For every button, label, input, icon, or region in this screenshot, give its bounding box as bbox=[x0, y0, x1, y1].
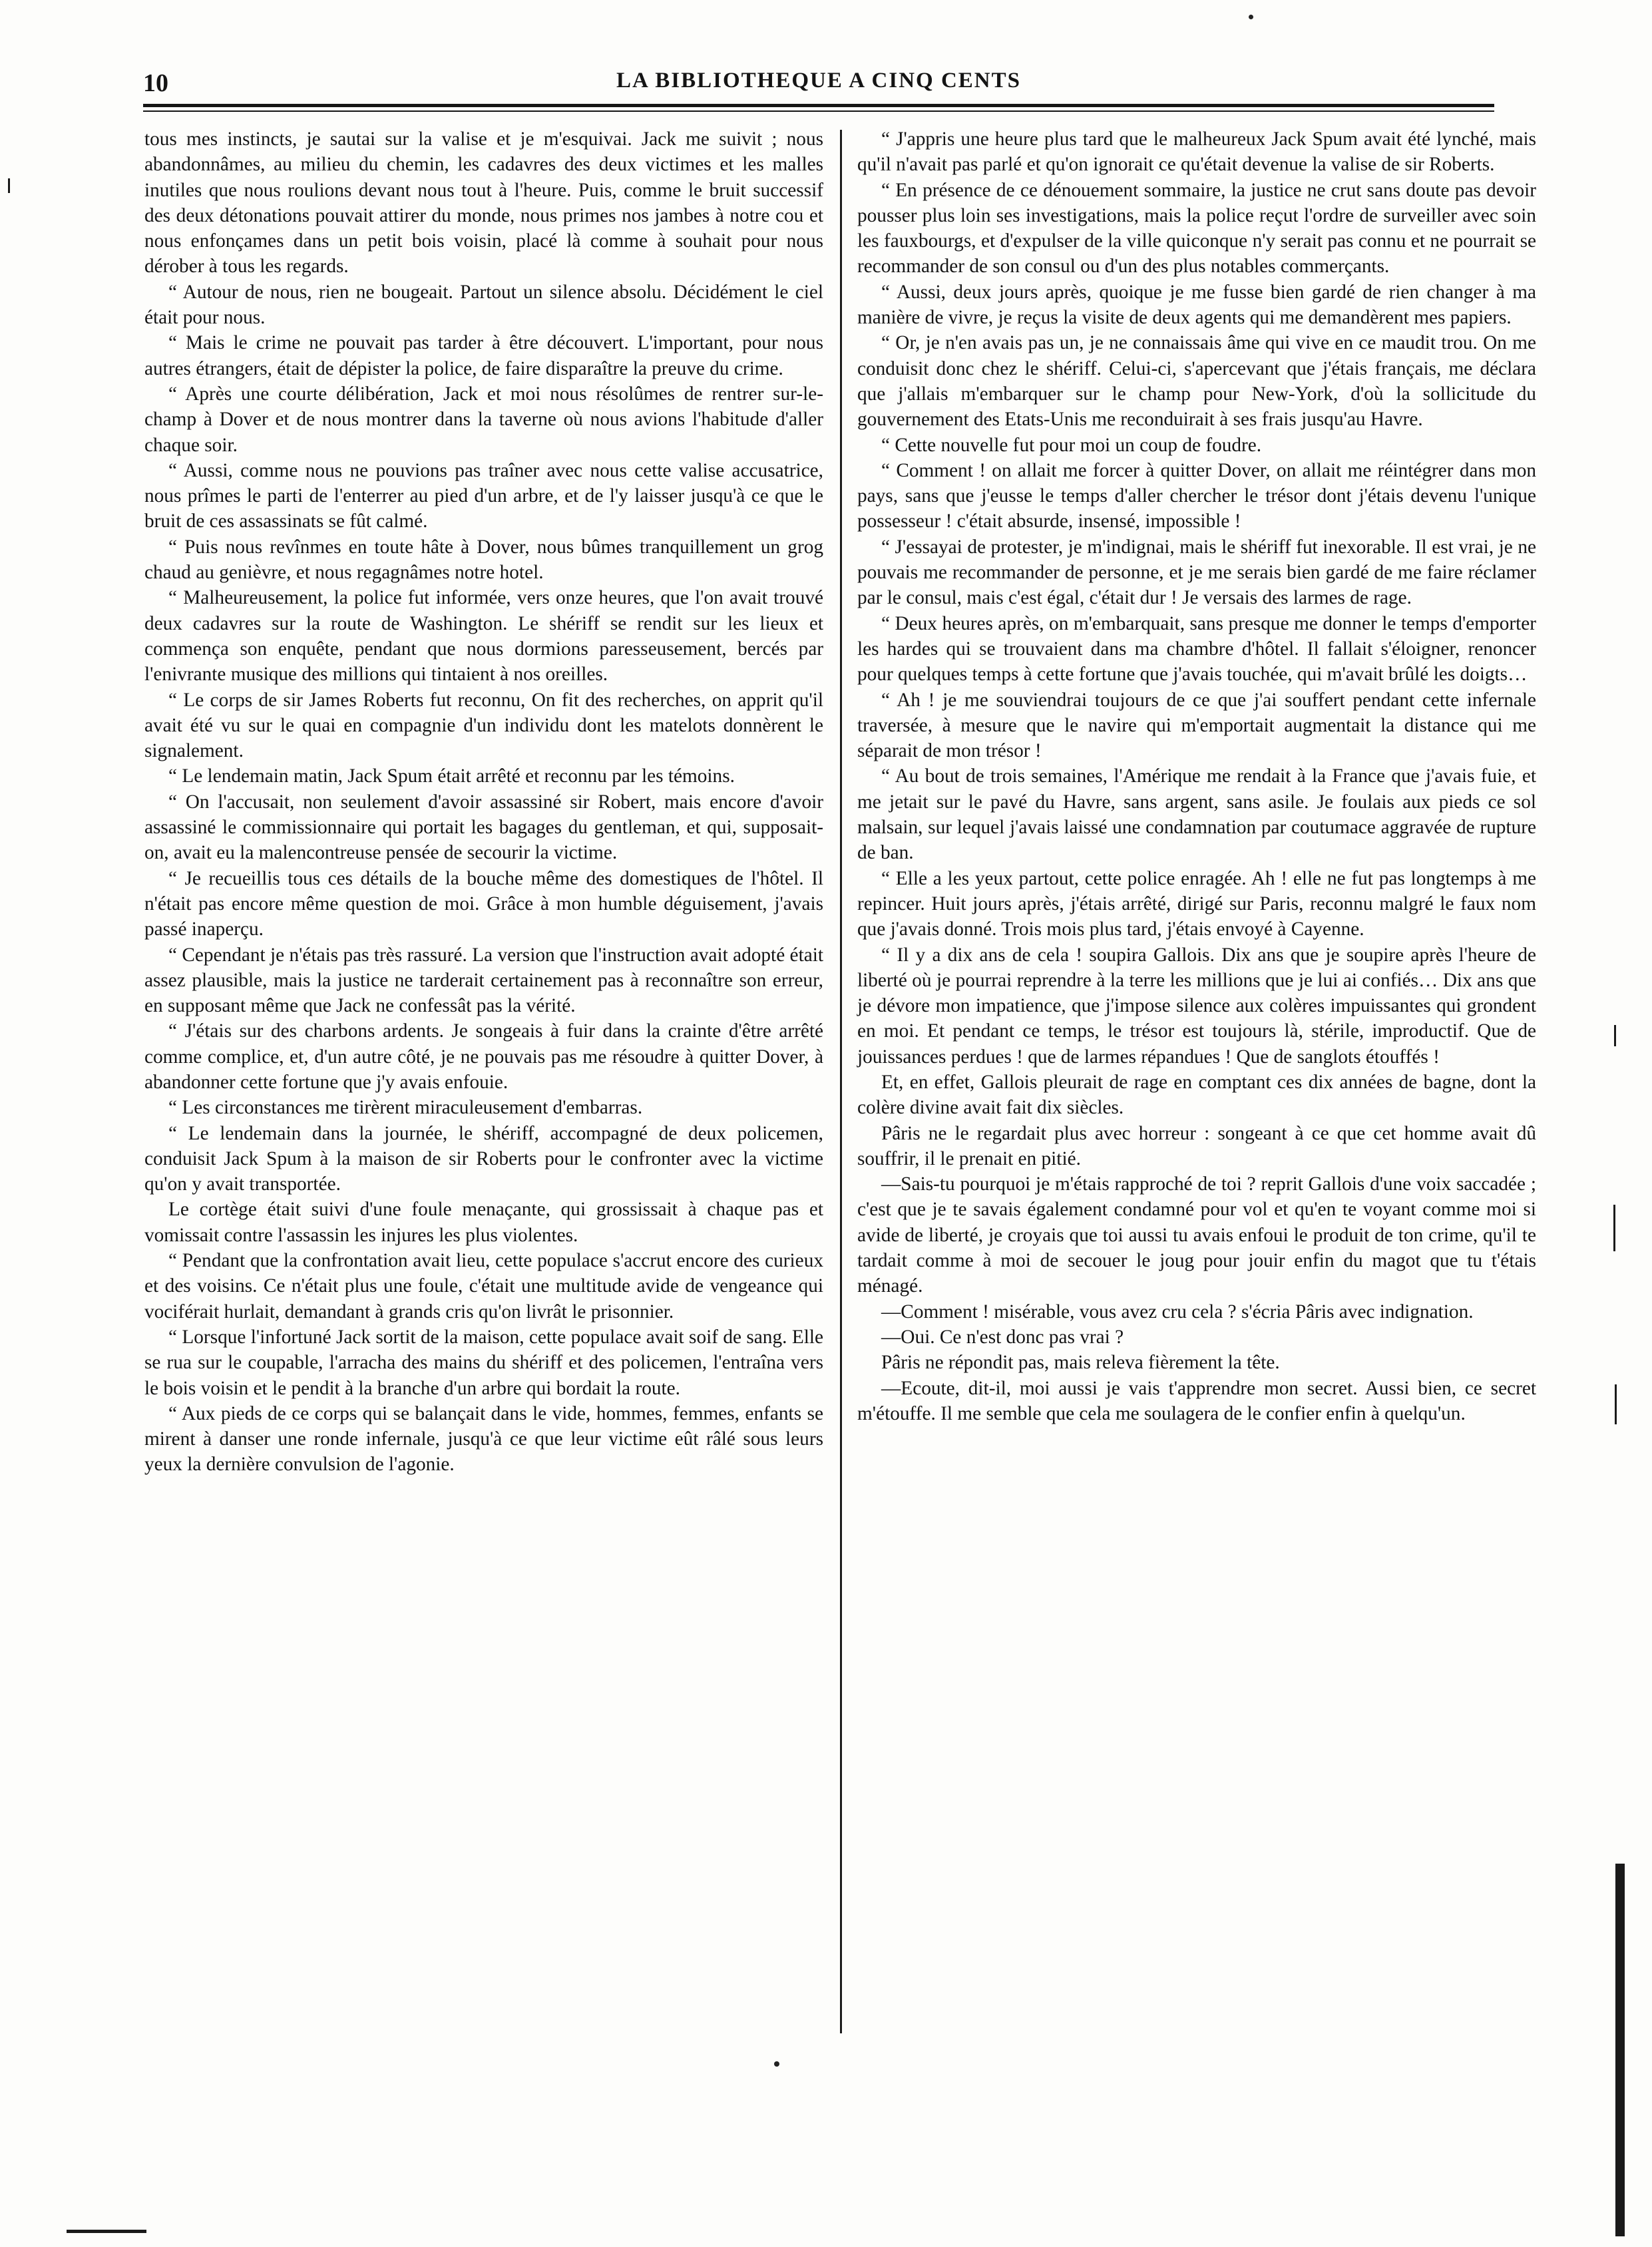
paragraph: Et, en effet, Gallois pleurait de rage en comptant ces dix années de bagne, dont la colère divine avait fait dix siècles. bbox=[857, 1071, 1536, 1119]
scan-edge-shadow bbox=[1615, 1864, 1625, 2236]
scan-edge-mark bbox=[8, 178, 10, 193]
paragraph: “ On l'accusait, non seulement d'avoir assassiné sir Robert, mais encore d'avoir assassiné le commissionnaire qui portait les bagages du gentleman, et qui, supposait-on, avait eu la malencontreuse pensée de secourir la victime. bbox=[144, 791, 823, 864]
paragraph: “ Cette nouvelle fut pour moi un coup de foudre. bbox=[881, 434, 1262, 456]
paragraph: “ Le lendemain dans la journée, le shériff, accompagné de deux policemen, conduisit Jack Spum à la maison de sir Roberts pour le confronter avec la victime qu'on y avait transportée. bbox=[144, 1122, 823, 1195]
paragraph: “ Cependant je n'étais pas très rassuré. La version que l'instruction avait adopté était assez plausible, mais la justice ne tarderait certainement pas à reconnaître son erreur, en supposant même que Jack ne confessât pas la vérité. bbox=[144, 944, 823, 1017]
paragraph: “ J'essayai de protester, je m'indignai, mais le shériff fut inexorable. Il est vrai, je ne pouvais me recommander de personne, et je me serais bien gardé de me faire réclamer par le consul, mais c'est égal, c'était dur ! Je versais des larmes de rage. bbox=[857, 536, 1536, 609]
page-number: 10 bbox=[143, 69, 168, 97]
paragraph: tous mes instincts, je sautai sur la valise et je m'esquivai. Jack me suivit ; nous abandonnâmes, au milieu du chemin, les cadavres des deux victimes et les malles inutiles que nous roulions devant nous tout à l'heure. Puis, comme le bruit successif des deux détonations pouvait attirer du monde, nous primes nos jambes à notre cou et nous enfonçames dans un petit bois voisin, placé là comme à souhait pour nous dérober à tous les regards. bbox=[144, 128, 823, 278]
paragraph: “ Le corps de sir James Roberts fut reconnu, On fit des recherches, on apprit qu'il avait été vu sur le quai en compagnie d'un individu dont les matelots donnèrent le signalement. bbox=[144, 689, 823, 762]
scan-speck bbox=[1249, 15, 1253, 19]
paragraph: “ Il y a dix ans de cela ! soupira Gallois. Dix ans que je soupire après l'heure de liberté où je pourrai reprendre à la terre les millions que je lui ai confiés… Dix ans que je dévore mon impatience, que j'impose silence aux colères impuissantes qui grondent en moi. Et pendant ce temps, le trésor est toujours là, stérile, improductif. Que de jouissances perdues ! que de larmes répandues ! Que de sanglots étouffés ! bbox=[857, 944, 1536, 1068]
left-column bbox=[144, 126, 823, 1478]
paragraph: “ Aussi, comme nous ne pouvions pas traîner avec nous cette valise accusatrice, nous prîmes le parti de l'enterrer au pied d'un arbre, et de l'y laisser jusqu'à ce que le bruit de ces assassinats se fût calmé. bbox=[144, 459, 823, 532]
paragraph: “ Ah ! je me souviendrai toujours de ce que j'ai souffert pendant cette infernale traversée, à mesure que le navire qui m'emportait augmentait la distance qui me séparait de mon trésor ! bbox=[857, 689, 1536, 762]
paragraph: “ Elle a les yeux partout, cette police enragée. Ah ! elle ne fut pas longtemps à me repincer. Huit jours après, j'étais arrêté, dirigé sur Paris, reconnu malgré le faux nom que j'avais donné. Trois mois plus tard, j'étais envoyé à Cayenne. bbox=[857, 867, 1536, 940]
paragraph: —Sais-tu pourquoi je m'étais rapproché de toi ? reprit Gallois d'une voix saccadée ; c'est que je te savais également condamné pour vol et qu'en te voyant comme moi si avide de liberté, je croyais que toi aussi tu avais enfoui le produit de ton crime, qu'il te tardait comme à moi de secouer le joug pour jouir enfin du magot que tu t'étais ménagé. bbox=[857, 1173, 1536, 1297]
paragraph: “ Le lendemain matin, Jack Spum était arrêté et reconnu par les témoins. bbox=[168, 765, 735, 787]
paragraph: “ En présence de ce dénouement sommaire, la justice ne crut sans doute pas devoir pousser plus loin ses investigations, mais la police reçut l'ordre de surveiller avec soin les fauxbourgs, et d'expulser de la ville quiconque n'y serait pas connu et ne pourrait se recommander de son consul ou d'un des plus notables commerçants. bbox=[857, 179, 1536, 278]
scan-edge-mark bbox=[1614, 1025, 1616, 1046]
paragraph: —Oui. Ce n'est donc pas vrai ? bbox=[881, 1326, 1124, 1348]
paragraph: “ J'appris une heure plus tard que le malheureux Jack Spum avait été lynché, mais qu'il n'avait pas parlé et qu'on ignorait ce qu'était devenue la valise de sir Roberts. bbox=[857, 128, 1536, 176]
scan-speck bbox=[774, 2061, 779, 2067]
paragraph: “ Or, je n'en avais pas un, je ne connaissais âme qui vive en ce maudit trou. On me conduisit donc chez le shériff. Celui-ci, s'apercevant que j'étais français, me déclara que j'allais m'embarquer sur le champ pour New-York, d'où la sollicitude du gouvernement des Etats-Unis me reconduirait à ses frais jusqu'au Havre. bbox=[857, 332, 1536, 431]
scan-bottom-mark bbox=[67, 2230, 146, 2233]
paragraph: “ Autour de nous, rien ne bougeait. Partout un silence absolu. Décidément le ciel était pour nous. bbox=[144, 281, 823, 329]
paragraph: “ Les circonstances me tirèrent miraculeusement d'embarras. bbox=[168, 1097, 643, 1119]
paragraph: Pâris ne répondit pas, mais releva fièrement la tête. bbox=[881, 1352, 1280, 1374]
paragraph: “ Comment ! on allait me forcer à quitter Dover, on allait me réintégrer dans mon pays, sans que j'eusse le temps d'aller chercher le trésor dont j'étais devenu l'unique possesseur ! c'était absurde, insensé, impossible ! bbox=[857, 459, 1536, 532]
paragraph: “ Au bout de trois semaines, l'Amérique me rendait à la France que j'avais fuie, et me jetait sur le pavé du Havre, sans argent, sans asile. Je foulais aux pieds ce sol malsain, sur lequel j'avais laissé une condamnation par coutumace aggravée de rupture de ban. bbox=[857, 765, 1536, 864]
column-divider bbox=[840, 130, 842, 2033]
paragraph: “ J'étais sur des charbons ardents. Je songeais à fuir dans la crainte d'être arrêté comme complice, et, d'un autre côté, je ne pouvais pas me résoudre à quitter Dover, à abandonner cette fortune que j'y avais enfouie. bbox=[144, 1020, 823, 1093]
header-rule-thin bbox=[143, 110, 1494, 112]
paragraph: —Ecoute, dit-il, moi aussi je vais t'apprendre mon secret. Aussi bien, ce secret m'étouffe. Il me semble que cela me soulagera de le confier enfin à quelqu'un. bbox=[857, 1377, 1536, 1424]
paragraph: —Comment ! misérable, vous avez cru cela ? s'écria Pâris avec indignation. bbox=[881, 1301, 1474, 1323]
right-column bbox=[857, 126, 1536, 1426]
paragraph: Pâris ne le regardait plus avec horreur : songeant à ce que cet homme avait dû souffrir, il le prenait en pitié. bbox=[857, 1122, 1536, 1169]
paragraph: “ Lorsque l'infortuné Jack sortit de la maison, cette populace avait soif de sang. Elle se rua sur le coupable, l'arracha des mains du shériff et des policemen, l'entraîna vers le bois voisin et le pendit à la branche d'un arbre qui bordait la route. bbox=[144, 1326, 823, 1399]
paragraph: “ Deux heures après, on m'embarquait, sans presque me donner le temps d'emporter les hardes qui se trouvaient dans ma chambre d'hôtel. Il fallait s'éloigner, renoncer pour quelques temps à cette fortune que j'avais touchée, qui m'avait brûlé les doigts… bbox=[857, 612, 1536, 686]
header-rule-thick bbox=[143, 104, 1494, 107]
running-title: LA BIBLIOTHEQUE A CINQ CENTS bbox=[616, 69, 1021, 93]
paragraph: “ Aussi, deux jours après, quoique je me fusse bien gardé de rien changer à ma manière de vivre, je reçus la visite de deux agents qui me demandèrent mes papiers. bbox=[857, 281, 1536, 329]
paragraph: “ Aux pieds de ce corps qui se balançait dans le vide, hommes, femmes, enfants se mirent à danser une ronde infernale, jusqu'à ce que leur victime eût râlé sous leurs yeux la dernière convulsion de l'agonie. bbox=[144, 1402, 823, 1476]
scan-edge-mark bbox=[1615, 1384, 1617, 1424]
page-header bbox=[143, 63, 1494, 101]
paragraph: Le cortège était suivi d'une foule menaçante, qui grossissait à chaque pas et vomissait contre l'assassin les injures les plus violentes. bbox=[144, 1199, 823, 1246]
paragraph: “ Puis nous revînmes en toute hâte à Dover, nous bûmes tranquillement un grog chaud au genièvre, et nous regagnâmes notre hotel. bbox=[144, 536, 823, 584]
paragraph: “ Après une courte délibération, Jack et moi nous résolûmes de rentrer sur-le-champ à Dover et de nous montrer dans la taverne où nous avions l'habitude d'aller chaque soir. bbox=[144, 383, 823, 456]
paragraph: “ Malheureusement, la police fut informée, vers onze heures, que l'on avait trouvé deux cadavres sur la route de Washington. Le shériff se rendit sur les lieux et commença son enquête, pendant que nous dormions paresseusement, bercés par l'enivrante musique des millions qui tintaient à nos oreilles. bbox=[144, 587, 823, 686]
paragraph: “ Mais le crime ne pouvait pas tarder à être découvert. L'important, pour nous autres étrangers, était de dépister la police, de faire disparaître la preuve du crime. bbox=[144, 332, 823, 379]
scan-edge-mark bbox=[1613, 1205, 1615, 1251]
paragraph: “ Pendant que la confrontation avait lieu, cette populace s'accrut encore des curieux et des voisins. Ce n'était plus une foule, c'était une multitude avide de vengeance qui vociférait hurlait, demandant à grands cris qu'on livrât le prisonnier. bbox=[144, 1250, 823, 1323]
paragraph: “ Je recueillis tous ces détails de la bouche même des domestiques de l'hôtel. Il n'était pas encore même question de moi. Grâce à mon humble déguisement, j'avais passé inaperçu. bbox=[144, 867, 823, 940]
